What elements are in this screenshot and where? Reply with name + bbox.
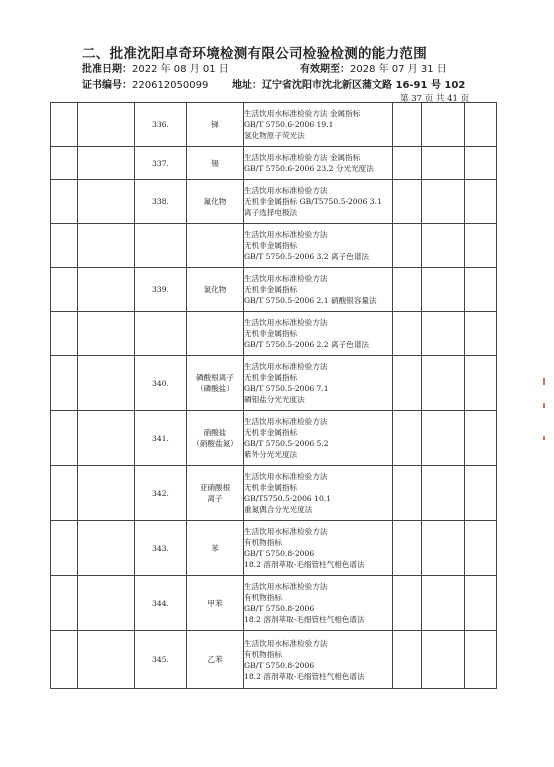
item-name-line: 锡 [211, 158, 219, 168]
test-method-line: 生活饮用水标准检验方法 [244, 582, 328, 591]
item-number [135, 411, 187, 466]
item-number-text: 338. [152, 197, 169, 206]
item-name-line: 甲苯 [207, 598, 223, 608]
empty-cell [422, 180, 465, 224]
empty-cell [465, 466, 497, 521]
empty-cell [51, 466, 78, 521]
empty-cell [51, 312, 78, 356]
item-name [187, 466, 244, 521]
item-name [187, 411, 244, 466]
page-edge-mark [543, 378, 545, 385]
test-method-line: 无机非金属指标 [244, 373, 298, 382]
empty-cell [393, 224, 422, 268]
item-name [187, 312, 244, 356]
empty-cell [422, 312, 465, 356]
test-method-line: 生活饮用水标准检验方法 [244, 186, 328, 195]
item-number-text: 344. [152, 598, 169, 608]
test-method-line: 生活饮用水标准检验方法 [244, 318, 328, 327]
empty-cell [393, 466, 422, 521]
item-name [187, 631, 244, 689]
test-method-line: GB/T 5750.5-2006 2.2 离子色谱法 [244, 340, 370, 349]
empty-cell [51, 411, 78, 466]
cert-no: 220612050099 [132, 80, 209, 91]
test-method-line: 离子选择电极法 [244, 208, 298, 217]
test-method-line: 无机非金属指标 [244, 483, 298, 492]
item-name-line: 亚硝酸根 [199, 483, 231, 492]
test-method [244, 312, 393, 356]
document-title: 二、批准沈阳卓奇环境检测有限公司检验检测的能力范围 [82, 46, 427, 62]
empty-cell [465, 576, 497, 631]
item-number [135, 576, 187, 631]
test-method-line: GB/T 5750.6-2006 19.1 [244, 120, 334, 129]
empty-cell [51, 631, 78, 689]
empty-cell [51, 576, 78, 631]
empty-cell [393, 411, 422, 466]
empty-cell [78, 466, 135, 521]
table-row [51, 224, 497, 268]
approval-date: 2022 年 08 月 01 日 [132, 64, 229, 75]
test-method-line: 无机非金属指标 [244, 428, 298, 437]
valid-until-line [300, 60, 447, 75]
table-row [51, 411, 497, 466]
test-method [244, 411, 393, 466]
test-method [244, 147, 393, 180]
item-number-text: 341. [152, 433, 169, 443]
item-number [135, 147, 187, 180]
test-method [244, 356, 393, 411]
test-method-line: GB/T 5750.8-2006 [244, 604, 315, 613]
table-row [51, 631, 497, 689]
item-name-line: 锑 [211, 120, 219, 129]
empty-cell [465, 103, 497, 147]
cert-no-line [82, 76, 208, 91]
empty-cell [422, 466, 465, 521]
item-number-text: 342. [152, 488, 169, 498]
address-label: 地址： [232, 80, 262, 91]
test-method-line: 有机物指标 [244, 538, 282, 547]
test-method-line: GB/T 5750.5-2006 3.2 离子色谱法 [244, 252, 370, 261]
empty-cell [465, 521, 497, 576]
test-method-line: 生活饮用水标准检验方法 [244, 638, 328, 648]
test-method [244, 268, 393, 312]
item-name [187, 521, 244, 576]
item-number [135, 466, 187, 521]
empty-cell [51, 224, 78, 268]
item-name-line: （磷酸盐） [196, 384, 234, 393]
capability-table [50, 102, 497, 689]
item-number [135, 312, 187, 356]
empty-cell [78, 103, 135, 147]
empty-cell [465, 224, 497, 268]
empty-cell [465, 180, 497, 224]
page-edge-mark [543, 436, 545, 440]
item-name-line: 离子 [207, 494, 223, 503]
item-name-line: 氟化物 [203, 197, 227, 206]
item-number-text: 340. [152, 378, 169, 388]
empty-cell [78, 147, 135, 180]
test-method-line: 生活饮用水标准检验方法 [244, 472, 328, 481]
test-method-line: GB/T 5750.5-2006 7.1 [244, 384, 329, 393]
item-name-line: 磷酸根离子 [196, 373, 234, 382]
address-line [232, 76, 465, 91]
item-number-text: 343. [152, 543, 169, 553]
empty-cell [78, 224, 135, 268]
item-name [187, 224, 244, 268]
empty-cell [51, 356, 78, 411]
empty-cell [422, 521, 465, 576]
test-method [244, 521, 393, 576]
table-row [51, 103, 497, 147]
test-method-line: 无机非金属指标 [244, 329, 298, 338]
address: 辽宁省沈阳市沈北新区蒲文路 16-91 号 102 [262, 80, 466, 91]
empty-cell [393, 521, 422, 576]
empty-cell [51, 268, 78, 312]
empty-cell [422, 411, 465, 466]
empty-cell [78, 356, 135, 411]
empty-cell [51, 180, 78, 224]
empty-cell [422, 631, 465, 689]
item-number [135, 631, 187, 689]
table-row [51, 147, 497, 180]
empty-cell [393, 312, 422, 356]
test-method-line: GB/T 5750.5-2006 5.2 [244, 439, 329, 448]
item-number-text: 345. [152, 655, 169, 664]
approval-date-label: 批准日期： [82, 64, 132, 75]
empty-cell [78, 180, 135, 224]
test-method-line: GB/T 5750.8-2006 [244, 660, 315, 670]
test-method-line: 生活饮用水标准检验方法 金属指标 [244, 109, 361, 118]
test-method-line: GB/T5750.5-2006 10.1 [244, 494, 332, 503]
item-name-line: （硝酸盐氮） [192, 439, 238, 448]
test-method-line: 有机物指标 [244, 593, 282, 602]
cert-no-label: 证书编号： [82, 80, 132, 91]
item-number [135, 356, 187, 411]
table-row [51, 576, 497, 631]
test-method [244, 224, 393, 268]
test-method [244, 631, 393, 689]
empty-cell [393, 356, 422, 411]
empty-cell [393, 631, 422, 689]
item-number [135, 180, 187, 224]
item-name [187, 576, 244, 631]
item-name-line: 氯化物 [203, 285, 227, 294]
empty-cell [422, 224, 465, 268]
empty-cell [465, 147, 497, 180]
empty-cell [78, 312, 135, 356]
test-method-line: 磷钼盐分光光度法 [244, 395, 305, 404]
test-method [244, 180, 393, 224]
empty-cell [393, 180, 422, 224]
empty-cell [465, 631, 497, 689]
item-name-line: 苯 [211, 543, 219, 553]
test-method-line: 有机物指标 [244, 649, 282, 659]
test-method-line: 紫外分光光度法 [244, 450, 298, 459]
empty-cell [465, 356, 497, 411]
item-number [135, 224, 187, 268]
test-method-line: 无机非金属指标 GB/T5750.5-2006 3.1 [244, 197, 382, 206]
valid-until-label: 有效期至： [300, 64, 350, 75]
item-name [187, 147, 244, 180]
test-method-line: 生活饮用水标准检验方法 [244, 417, 328, 426]
empty-cell [78, 268, 135, 312]
empty-cell [78, 411, 135, 466]
test-method-line: GB/T 5750.5-2006 2.1 硝酸银容量法 [244, 296, 377, 305]
empty-cell [51, 147, 78, 180]
test-method-line: 18.2 溶剂萃取-毛细管柱气相色谱法 [244, 671, 365, 681]
item-name-line: 乙苯 [207, 655, 223, 664]
empty-cell [393, 268, 422, 312]
test-method-line: 生活饮用水标准检验方法 [244, 527, 328, 536]
empty-cell [393, 147, 422, 180]
test-method-line: 氢化物原子荧光法 [244, 131, 305, 140]
table-row [51, 356, 497, 411]
item-name [187, 180, 244, 224]
test-method-line: GB/T 5750.6-2006 23.2 分光光度法 [244, 164, 374, 173]
item-number-text: 337. [152, 158, 169, 168]
table-row [51, 466, 497, 521]
item-name-line: 硝酸盐 [203, 428, 227, 437]
table-row [51, 312, 497, 356]
test-method-line: 生活饮用水标准检验方法 [244, 230, 328, 239]
table-row [51, 521, 497, 576]
test-method-line: 无机非金属指标 [244, 285, 298, 294]
empty-cell [465, 312, 497, 356]
empty-cell [51, 103, 78, 147]
empty-cell [78, 631, 135, 689]
test-method-line: GB/T 5750.8-2006 [244, 549, 315, 558]
empty-cell [422, 147, 465, 180]
item-name [187, 356, 244, 411]
empty-cell [51, 521, 78, 576]
test-method-line: 无机非金属指标 [244, 241, 298, 250]
page-edge-mark [543, 403, 545, 408]
empty-cell [393, 103, 422, 147]
empty-cell [465, 411, 497, 466]
approval-date-line [82, 60, 229, 75]
valid-until: 2028 年 07 月 31 日 [350, 64, 447, 75]
empty-cell [422, 103, 465, 147]
test-method-line: 生活饮用水标准检验方法 [244, 274, 328, 283]
test-method [244, 466, 393, 521]
test-method-line: 生活饮用水标准检验方法 金属指标 [244, 153, 361, 162]
table-row [51, 268, 497, 312]
item-number [135, 521, 187, 576]
item-number-text: 336. [152, 120, 169, 129]
empty-cell [422, 576, 465, 631]
item-number [135, 103, 187, 147]
empty-cell [422, 356, 465, 411]
test-method-line: 18.2 溶剂萃取-毛细管柱气相色谱法 [244, 615, 365, 624]
item-number-text: 339. [152, 285, 169, 294]
test-method-line: 18.2 溶剂萃取-毛细管柱气相色谱法 [244, 560, 365, 569]
page-number: 第 37 页 共 41 页 [400, 94, 470, 104]
empty-cell [465, 268, 497, 312]
item-name [187, 268, 244, 312]
test-method [244, 576, 393, 631]
empty-cell [393, 576, 422, 631]
empty-cell [78, 576, 135, 631]
empty-cell [78, 521, 135, 576]
test-method-line: 生活饮用水标准检验方法 [244, 362, 328, 371]
empty-cell [422, 268, 465, 312]
test-method-line: 重氮偶合分光光度法 [244, 505, 313, 514]
table-row [51, 180, 497, 224]
item-name [187, 103, 244, 147]
item-number [135, 268, 187, 312]
test-method [244, 103, 393, 147]
